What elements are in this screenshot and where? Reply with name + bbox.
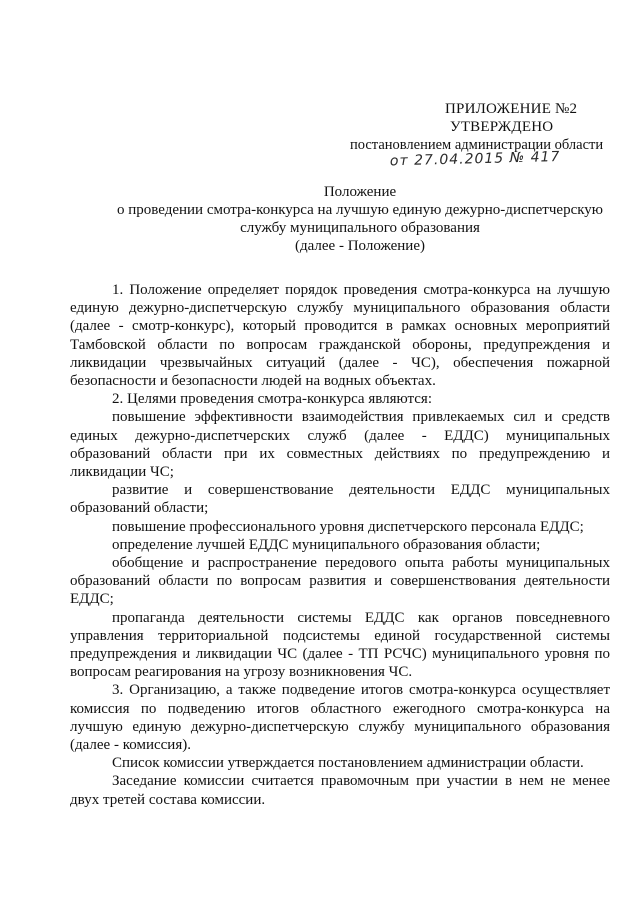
title-line-2: о проведении смотра-конкурса на лучшую единую дежурно-диспетчерскую <box>116 202 604 218</box>
goal-item-2: развитие и совершенствование деятельности ЕДДС муниципальных образований области; <box>70 482 610 517</box>
title-line-3: службу муниципального образования <box>240 220 480 236</box>
document-title <box>100 183 620 255</box>
resolution-label: постановлением администрации области <box>350 137 604 153</box>
paragraph-1: 1. Положение определяет порядок проведения смотра-конкурса на лучшую единую дежурно-диспетчерскую службу муниципального образования области (далее - смотр-конкурс), который проводится в рамках основных мероприятий Тамбовской области по вопросам гражданской обороны, предупреждения и ликвидации чрезвычайных ситуаций (далее - ЧС), обеспечения пожарной безопасности и безопасности людей на водных объектах. <box>70 282 610 390</box>
goal-item-5: обобщение и распространение передового опыта работы муниципальных образований области по вопросам развития и совершенствования деятельности ЕДДС; <box>70 555 610 608</box>
document-body <box>70 281 610 809</box>
goal-item-4: определение лучшей ЕДДС муниципального образования области; <box>112 536 541 553</box>
paragraph-2: 2. Целями проведения смотра-конкурса являются: <box>112 391 432 408</box>
title-line-1: Положение <box>323 184 397 200</box>
goal-item-1: повышение эффективности взаимодействия привлекаемых сил и средств единых дежурно-диспетчерских служб (далее - ЕДДС) муниципальных образований области при их совместных действиях по предупреждению и ликвидации ЧС; <box>70 409 610 481</box>
paragraph-3: 3. Организацию, а также подведение итогов смотра-конкурса осуществляет комиссия по подведению итогов областного ежегодного смотра-конкурса на лучшую единую дежурно-диспетчерскую службу муниципального образования (далее - комиссия). <box>70 682 610 754</box>
goal-item-3: повышение профессионального уровня диспетчерского персонала ЕДДС; <box>112 518 584 535</box>
paragraph-quorum: Заседание комиссии считается правомочным при участии в нем не менее двух третей состава комиссии. <box>70 773 610 808</box>
paragraph-commission-list: Список комиссии утверждается постановлением администрации области. <box>112 755 584 772</box>
handwritten-reference: от 27.04.2015 № 417 <box>389 148 561 170</box>
goal-item-6: пропаганда деятельности системы ЕДДС как органов повседневного управления территориальной подсистемы единой государственной системы предупреждения и ликвидации ЧС (далее - ТП РСЧС) муниципального уровня по вопросам реагирования на угрозу возникновения ЧС. <box>70 609 610 681</box>
approval-header <box>330 100 630 176</box>
title-line-4: (далее - Положение) <box>295 238 425 254</box>
approved-label: УТВЕРЖДЕНО <box>450 119 554 135</box>
appendix-label: ПРИЛОЖЕНИЕ №2 <box>445 101 578 117</box>
